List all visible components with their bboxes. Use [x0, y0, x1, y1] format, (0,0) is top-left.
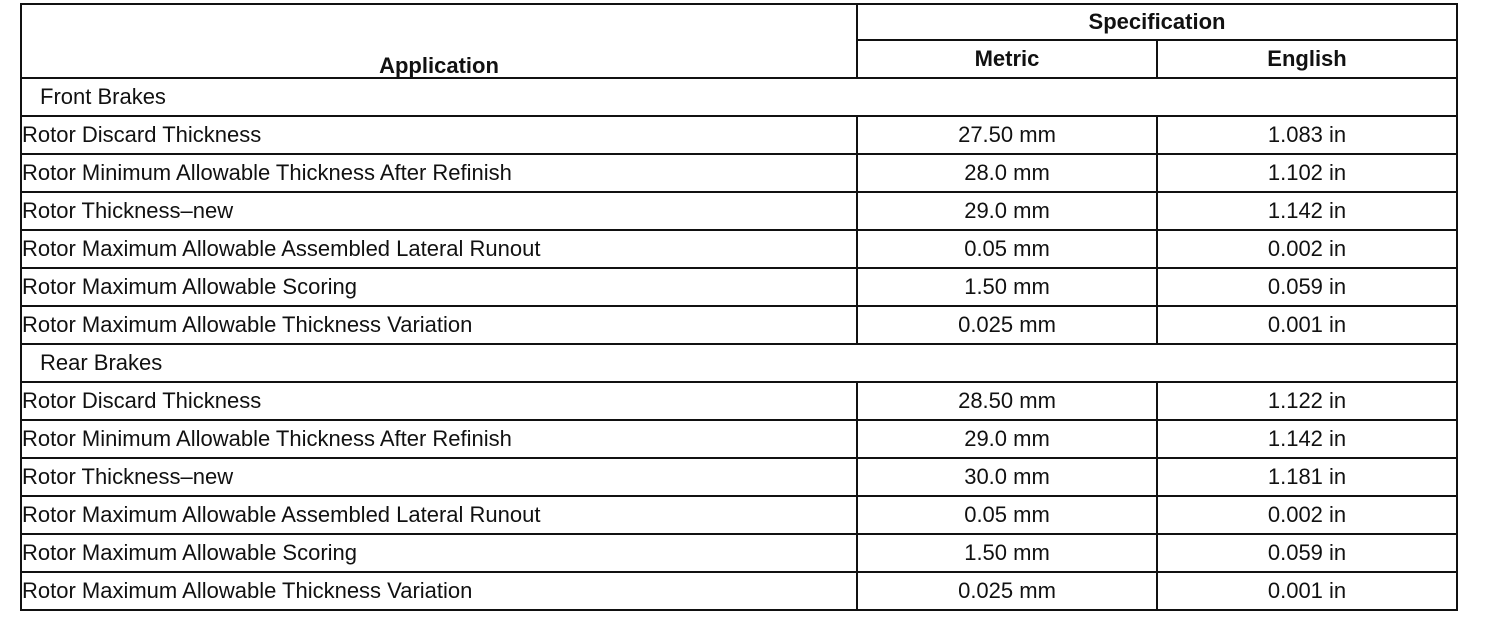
application-cell: Rotor Thickness–new: [21, 458, 857, 496]
application-column-header: Application: [21, 4, 857, 78]
table-row: [21, 192, 1457, 230]
table-row: [21, 230, 1457, 268]
table-row: [21, 268, 1457, 306]
section-row: [21, 344, 1457, 382]
application-cell: Rotor Maximum Allowable Assembled Lateral Runout: [21, 230, 857, 268]
application-cell: Rotor Discard Thickness: [21, 116, 857, 154]
english-value-cell: 1.083 in: [1157, 116, 1457, 154]
english-value-cell: 0.002 in: [1157, 230, 1457, 268]
metric-value-cell: 28.50 mm: [857, 382, 1157, 420]
table-row: [21, 306, 1457, 344]
application-cell: Rotor Discard Thickness: [21, 382, 857, 420]
specification-column-header: Specification: [857, 4, 1457, 40]
metric-value-cell: 0.05 mm: [857, 230, 1157, 268]
table-header: [21, 4, 1457, 78]
section-title: Rear Brakes: [21, 344, 1457, 382]
application-cell: Rotor Maximum Allowable Thickness Variation: [21, 306, 857, 344]
english-value-cell: 0.002 in: [1157, 496, 1457, 534]
table-row: [21, 534, 1457, 572]
table-row: [21, 496, 1457, 534]
metric-value-cell: 0.025 mm: [857, 572, 1157, 610]
section-row: [21, 78, 1457, 116]
table-row: [21, 458, 1457, 496]
application-cell: Rotor Minimum Allowable Thickness After Refinish: [21, 154, 857, 192]
metric-value-cell: 1.50 mm: [857, 268, 1157, 306]
brake-rotor-spec-table: [20, 3, 1458, 611]
application-cell: Rotor Maximum Allowable Scoring: [21, 534, 857, 572]
section-title: Front Brakes: [21, 78, 1457, 116]
english-value-cell: 0.001 in: [1157, 572, 1457, 610]
metric-value-cell: 29.0 mm: [857, 420, 1157, 458]
table-row: [21, 154, 1457, 192]
application-cell: Rotor Maximum Allowable Scoring: [21, 268, 857, 306]
application-cell: Rotor Thickness–new: [21, 192, 857, 230]
english-value-cell: 1.102 in: [1157, 154, 1457, 192]
english-value-cell: 1.122 in: [1157, 382, 1457, 420]
metric-column-header: Metric: [857, 40, 1157, 78]
application-cell: Rotor Maximum Allowable Thickness Variation: [21, 572, 857, 610]
english-value-cell: 1.142 in: [1157, 420, 1457, 458]
table-row: [21, 420, 1457, 458]
english-value-cell: 1.142 in: [1157, 192, 1457, 230]
metric-value-cell: 0.05 mm: [857, 496, 1157, 534]
english-value-cell: 0.059 in: [1157, 534, 1457, 572]
english-value-cell: 1.181 in: [1157, 458, 1457, 496]
metric-value-cell: 30.0 mm: [857, 458, 1157, 496]
table-row: [21, 382, 1457, 420]
application-cell: Rotor Maximum Allowable Assembled Lateral Runout: [21, 496, 857, 534]
table-body: [21, 78, 1457, 610]
table-row: [21, 572, 1457, 610]
english-column-header: English: [1157, 40, 1457, 78]
english-value-cell: 0.001 in: [1157, 306, 1457, 344]
metric-value-cell: 0.025 mm: [857, 306, 1157, 344]
metric-value-cell: 1.50 mm: [857, 534, 1157, 572]
english-value-cell: 0.059 in: [1157, 268, 1457, 306]
application-cell: Rotor Minimum Allowable Thickness After Refinish: [21, 420, 857, 458]
metric-value-cell: 28.0 mm: [857, 154, 1157, 192]
table-row: [21, 116, 1457, 154]
metric-value-cell: 29.0 mm: [857, 192, 1157, 230]
metric-value-cell: 27.50 mm: [857, 116, 1157, 154]
